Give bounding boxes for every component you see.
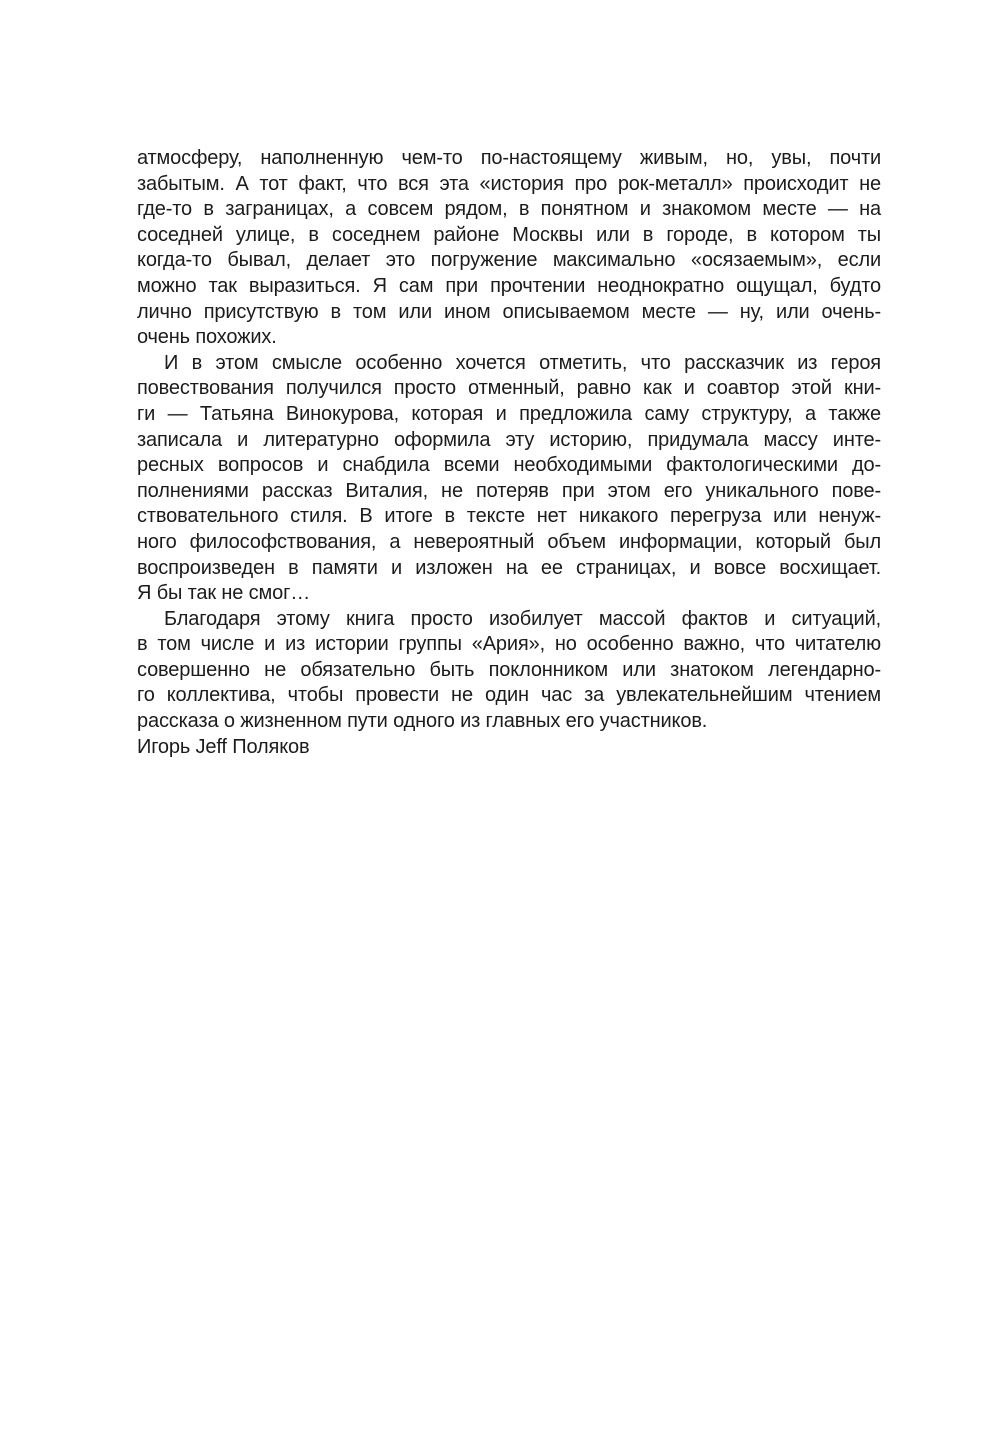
text-line: ствовательного стиля. В итоге в тексте нет никакого перегруза или ненуж-	[137, 505, 881, 528]
text-line: воспроизведен в памяти и изложен на ее страницах, и вовсе восхищает.	[137, 556, 881, 579]
text-line: атмосферу, наполненную чем-то по-настоящему живым, но, увы, почти	[137, 147, 881, 169]
text-line: го коллектива, чтобы провести не один час за увлекательнейшим чтением	[137, 684, 881, 707]
text-line: ги — Татьяна Винокурова, которая и предложила саму структуру, а также	[137, 402, 881, 425]
text-line: соседней улице, в соседнем районе Москвы или в городе, в котором ты	[137, 223, 881, 246]
text-line: можно так выразиться. Я сам при прочтении неоднократно ощущал, будто	[137, 274, 881, 297]
text-line: ного философствования, а невероятный объем информации, который был	[137, 530, 881, 553]
text-line: Благодаря этому книга просто изобилует массой фактов и ситуаций,	[164, 607, 881, 630]
text-line: И в этом смысле особенно хочется отметить, что рассказчик из героя	[164, 351, 881, 374]
paragraphs-host	[137, 146, 881, 735]
text-line: совершенно не обязательно быть поклонником или знатоком легендарно-	[137, 658, 881, 681]
paragraph	[137, 607, 881, 735]
paragraph	[137, 351, 881, 607]
signature-line: Игорь Jeff Поляков	[137, 735, 310, 758]
text-line: где-то в заграницах, а совсем рядом, в понятном и знакомом месте — на	[137, 198, 881, 221]
paragraph	[137, 146, 881, 351]
text-line: когда-то бывал, делает это погружение максимально «осязаемым», если	[137, 249, 881, 272]
text-line: рассказа о жизненном пути одного из главных его участников.	[137, 710, 708, 733]
text-line: в том числе и из истории группы «Ария», но особенно важно, что читателю	[137, 633, 881, 656]
text-line: забытым. А тот факт, что вся эта «история про рок-металл» происходит не	[137, 172, 881, 195]
text-line: очень похожих.	[137, 326, 277, 349]
text-line: Я бы так не смог…	[137, 582, 311, 605]
text-block	[137, 146, 881, 760]
text-line: полнениями рассказ Виталия, не потеряв при этом его уникального пове-	[137, 479, 881, 502]
text-line: повествования получился просто отменный, равно как и соавтор этой кни-	[137, 377, 881, 400]
text-line: ресных вопросов и снабдила всеми необходимыми фактологическими до-	[137, 454, 881, 477]
text-line: лично присутствую в том или ином описываемом месте — ну, или очень-	[137, 300, 881, 323]
text-line: записала и литературно оформила эту историю, придумала массу инте-	[137, 428, 881, 451]
